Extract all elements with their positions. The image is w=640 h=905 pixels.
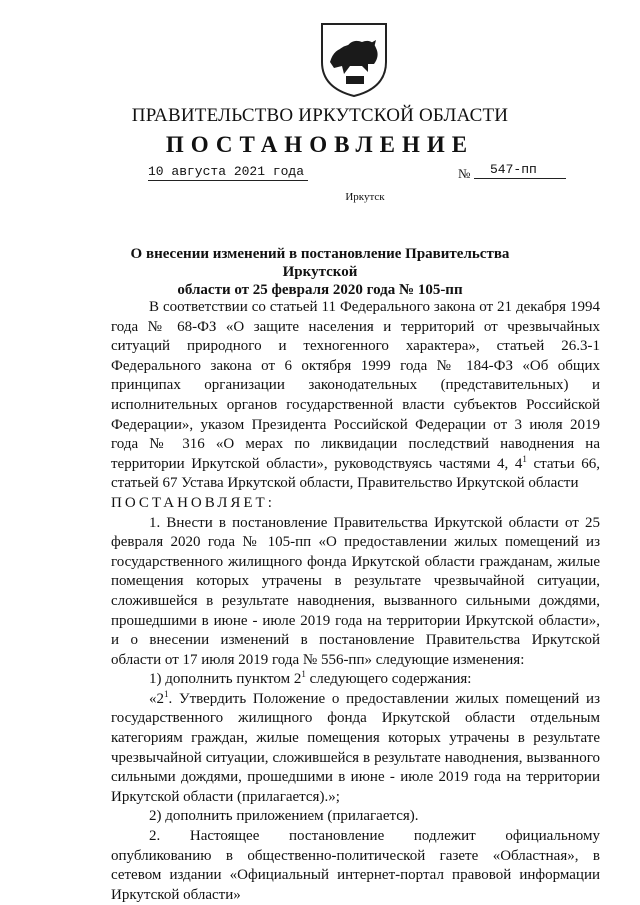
item-2-paragraph: 2. Настоящее постановление подлежит официальному опубликованию в общественно-политической газете «Областная», в сетевом издании «Официальный интернет-портал правовой информации Иркутской области»	[111, 828, 600, 903]
city-name: Иркутск	[345, 191, 385, 203]
subitem-1-text: 1) дополнить пунктом 2	[149, 671, 302, 688]
quote-paragraph	[111, 690, 600, 808]
document-number: 547-пп	[474, 162, 566, 179]
quote-text: . Утвердить Положение о предоставлении жилых помещений из государственного жилищного фонда Иркутской области отдельным категориям граждан, жилые помещения которых утрачены в результате чрезвычайной ситуации, сложившейся в результате наводнения, вызванного сильными дождями, прошедшими в июне - июле 2019 года на территории Иркутской области (прилагается).»;	[111, 690, 600, 805]
quote-text-start: «2	[149, 690, 164, 707]
preamble-superscript: 1	[522, 453, 527, 464]
preamble-paragraph	[111, 298, 600, 494]
subitem-2-paragraph: 2) дополнить приложением (прилагается).	[149, 808, 419, 825]
document-kind: ПОСТАНОВЛЕНИЕ	[165, 132, 475, 157]
preamble-text-end: статьи 66, статьей 67 Устава Иркутской области, Правительство Иркутской области	[111, 455, 600, 492]
document-body	[111, 298, 600, 905]
coat-of-arms-emblem	[316, 18, 392, 100]
subitem-1-paragraph	[111, 670, 600, 690]
item-1-paragraph: 1. Внести в постановление Правительства Иркутской области от 25 февраля 2020 года № 105-пп «О предоставлении жилых помещений из государственного жилищного фонда Иркутской области гражданам, жилые помещения которых утрачены в результате чрезвычайной ситуации, сложившейся в результате наводнения, вызванного сильными дождями, прошедшими в июне - июле 2019 года на территории Иркутской области», и о внесении изменений в постановление Правительства Иркутской области от 17 июля 2019 года № 556-пп» следующие изменения:	[111, 514, 600, 668]
heading-line-2: области от 25 февраля 2020 года № 105-пп	[177, 282, 463, 298]
number-sign: №	[458, 166, 471, 181]
document-heading	[120, 245, 520, 299]
heading-line-1: О внесении изменений в постановление Правительства Иркутской	[130, 246, 510, 280]
subitem-1-superscript: 1	[301, 669, 306, 680]
document-date: 10 августа 2021 года	[148, 164, 308, 181]
subitem-1-text-end: следующего содержания:	[305, 671, 472, 688]
government-title: ПРАВИТЕЛЬСТВО ИРКУТСКОЙ ОБЛАСТИ	[131, 105, 509, 126]
preamble-text: В соответствии со статьей 11 Федерального закона от 21 декабря 1994 года № 68-ФЗ «О защите населения и территорий от чрезвычайных ситуаций природного и техногенного характера», статьей 26.3-1 Федерального закона от 6 октября 1999 года № 184-ФЗ «Об общих принципах организации законодательных (представительных) и исполнительных органов государственной власти субъектов Российской Федерации», указом Президента Российской Федерации от 3 июля 2019 года № 316 «О мерах по ликвидации последствий наводнения на территории Иркутской области», руководствуясь частями 4, 4	[111, 299, 600, 472]
decree-word: ПОСТАНОВЛЯЕТ:	[111, 494, 275, 511]
quote-superscript: 1	[164, 688, 169, 699]
